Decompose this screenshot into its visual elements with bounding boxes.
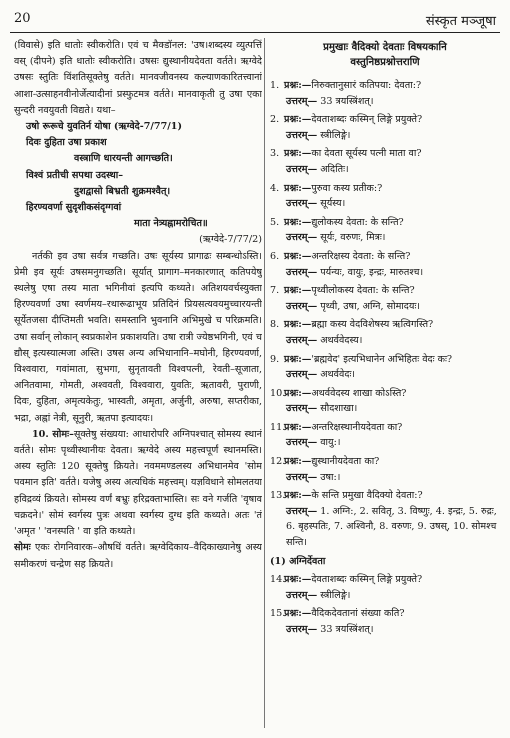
question [270,112,500,128]
running-title: संस्कृत मञ्जूषा [425,14,496,29]
answer-label: उत्तरम्— [286,505,318,517]
question-text: पृथ्वीलोकस्य देवता: के सन्ति? [311,285,415,297]
question-text: का देवता सूर्यस्य पत्नी माता वा? [311,148,422,160]
question-number: 11. [270,421,286,433]
question-label: प्रश्नः:— [284,353,312,365]
question-number: 9. [270,353,280,365]
question [270,78,500,94]
answer [270,401,500,417]
answer-text: 1. अग्नि:, 2. सवितृ, 3. विष्णुः, 4. इन्द्रः, 5. रुद्रः, 6. बृहस्पतिः, 7. अश्विनौ, 8. वरुणः, 9. उषस्, 10. सोमश्च सन्ति। [286,505,497,549]
answer [270,94,500,110]
verse-line: दिवः दुहिता उषा प्रकाश [26,137,107,149]
question [270,420,500,436]
answer-text: पर्यन्यः, वायुः, इन्द्रः, मारुतश्च। [320,266,424,278]
answer-label: उत्तरम्— [286,403,318,415]
question-number: 2. [270,114,280,126]
answer [270,435,500,451]
qa-heading [270,40,500,70]
question-text: अन्तरिक्षस्य देवता: के सन्ति? [311,250,411,262]
answer-label: उत्तरम्— [286,334,318,346]
question-label: प्रश्नः:— [284,456,312,468]
qa-item [270,215,500,246]
answer [270,333,500,349]
question-number: 8. [270,319,280,331]
qa-item [270,249,500,280]
qa-heading-line-1: प्रमुखाः वैदिक्यो देवताः विषयकानि [323,41,447,53]
qa-item [270,112,500,143]
answer [270,196,500,212]
question [270,606,500,622]
left-column [14,38,262,732]
answer [270,504,500,551]
right-column [270,38,500,732]
question-text: अन्तरिक्षस्थानीयदेवता का? [311,421,403,433]
answer [270,588,500,604]
qa-item [270,454,500,485]
qa-item [270,181,500,212]
question-label: प्रश्नः:— [284,148,312,160]
answer-text: अथर्ववेदः। [320,369,356,381]
answer [270,162,500,178]
question-label: प्रश्नः:— [284,421,312,433]
question [270,181,500,197]
question-label: प्रश्नः:— [284,182,312,194]
qa-item [270,283,500,314]
question-text: देवताशब्दः कस्मिन् लिङ्गे प्रयुक्ते? [311,574,423,586]
question-number: 13. [270,490,286,502]
soma-text: सूक्तेषु संख्यया: आधारोपरि अग्निपश्चात् सोमस्य स्थानं वर्तते। सोमः पृथ्वीस्थानीयः देवता। ऋग्वेदे अस्य महत्त्वपूर्णं स्थानमस्ति। अस्य स्तुतिः 120 सूक्तेषु क्रियते। नवममण्डलस्य अभिधानमेव 'सोम पवमान इति' वर्तते। यजेषु अस्य अत्यधिकं महत्त्वम्। यज्ञविधाने सोमलतया हविद्रव्यं क्रियते। सोमस्य वर्णं बभ्रुः हरिद्रक्ताभास्ति। सः वने गर्जति 'वृषाव चक्रदने।' सोमं स्वर्गस्य पुत्रः अथवा स्वर्गस्य दुग्ध इति कथ्यते। अतः 'तं 'अमृत ' 'वनस्पति ' वा इति कथ्यते। [14,428,262,538]
question-text: द्युलोकस्य देवता: के सन्ति? [311,216,404,228]
question-text: पुरुवा कस्य प्रतीक:? [311,182,383,194]
answer-label: उत्तरम्— [286,589,318,601]
question-label: प्रश्नः:— [284,490,312,502]
column-divider [264,38,265,728]
question [270,352,500,368]
verse-reference: (ऋग्वेदे-7/77/2) [199,234,262,246]
verse-line: वस्त्राणि धारयन्ती आगच्छति। [74,153,173,165]
question [270,249,500,265]
answer-text: वायु:। [320,437,341,449]
answer-text: पृथ्वी, उषा, अग्नि, सोमादयः। [320,300,421,312]
answer-text: अथर्ववेदस्य। [320,334,363,346]
question-text: द्युस्थानीयदेवता का? [311,456,380,468]
answer [270,622,500,638]
question-number: 1. [270,80,280,91]
section-heading-agni: (1) अग्निर्देवता [270,555,326,567]
answer-text: 33 त्रयस्त्रिंशत्। [320,624,374,635]
verse-line: माता नेत्र्यह्नामरोचित॥ [134,218,208,230]
paragraph-ushas-description: नर्तकी इव उषा सर्वत्र गच्छति। उषः सूर्यस्य प्रागाढः सम्बन्धोऽस्ति। प्रेमी इव सूर्यः उषसमनुगच्छति। सूर्यात् प्रागाग–मनकारणात् कतिपयेषु स्थलेषु एषा तस्य माता भगिनीवां इत्यपि कथ्यते। अतिशयवर्चस्युक्ता हिरण्यवर्णा उषा स्वर्णमय–रथारूढाभूय प्रतिदिनं प्रियसत्यवयमुच्चारयन्ती सूर्येतजसा दीप्तिमती भवति। समस्तानि भुवनानि अभिमुखे च परिक्रमति। उषा सर्वान् लोकान् स्वप्रकाशेन प्रकाशयति। उषा रात्री ज्येष्ठभगिनी, एवं च द्यौस् इत्यस्यात्मजा अस्ति। उषस अन्य अभिधानानि–मघोनी, हिरण्यवर्णा, विश्ववारा, गवांमाता, सुभगा, सुनृतावती विश्वपत्नी, रेवती–सूजाता, अनितवामा, गोमती, अश्ववती, विश्ववारा, युवतिः, ऋतावरी, पुराणी, दिवः, दुहिता, अमृत्यकेतुः, भास्वती, अमृता, अर्जुनी, अरुषा, सप्तरीका, भद्रा, अह्नां नेत्री, सूनुरी, ऋतपा इत्यादयः। [14,250,262,424]
question-text: वैदिकदेवतानां संख्या कति? [311,608,405,620]
answer-label: उत्तरम्— [286,95,318,107]
question-text: 'ब्रह्मवेद' इत्यभिधानेन अभिहितः वेदः कः? [311,353,453,365]
answer-label: उत्तरम्— [286,624,318,635]
qa-item [270,420,500,451]
question [270,215,500,231]
soma-label: सोमः [14,542,31,554]
question-label: प्रश्नः:— [284,285,312,297]
answer-text: स्त्रीलिङ्गे। [320,589,351,601]
paragraph-ushas-intro: (विवासे) इति धातोः स्वीकरोति। एवं च मैक्डॉनल: 'उष।शब्दस्य व्युत्पत्तिं वस् (दीपने) इति धातोः स्वीकरोति। उषसः द्युस्थानीयदेवता वर्तते। ऋग्वेदे उषसः स्तुतिः विंशतिसूक्तेषु वर्तते। मानवजीवनस्य कल्याणकारितत्त्वानां आशा-उत्साहनवीनोर्जेत्यादीनां प्रस्फुटमत्र वर्तते। मानवाकृती तु उषा एका सुन्दरी नवयुवती विद्यते। यथा– [14,40,262,116]
page-number: 20 [14,11,31,26]
question-label: प्रश्नः:— [284,387,312,399]
question [270,572,500,588]
question-text: अथर्ववेदस्य शाखा कोऽस्ति? [311,387,407,399]
question-number: 7. [270,285,280,297]
verse-line: दुशद्वासो बिभ्रती शुक्रमश्वैत्। [74,185,171,197]
answer-text: सूर्यस्य। [320,198,346,210]
paragraph-soma [14,427,262,540]
qa-item [270,572,500,603]
answer [270,367,500,383]
answer-label: उत्तरम्— [286,163,318,175]
question [270,283,500,299]
answer-label: उत्तरम्— [286,300,318,312]
answer-label: उत्तरम्— [286,129,318,141]
question-number: 10. [270,387,286,399]
question-number: 5. [270,216,280,228]
answer-label: उत्तरम्— [286,437,318,449]
question-number: 3. [270,148,280,160]
question-number: 14. [270,574,286,586]
question [270,386,500,402]
question-label: प्रश्नः:— [284,250,312,262]
answer [270,470,500,486]
question-label: प्रश्नः:— [284,80,312,91]
qa-item [270,317,500,348]
question-number: 12. [270,456,286,468]
page-header [10,8,500,33]
answer-text: उषा:। [320,471,341,483]
soma-heading: 10. सोमः– [32,428,74,440]
question-label: प्रश्नः:— [284,216,312,228]
answer-label: उत्तरम्— [286,232,318,244]
question-label: प्रश्नः:— [284,319,312,331]
answer-label: उत्तरम्— [286,198,318,210]
question [270,454,500,470]
verse-line: उषो रूरूचे युवतिर्न योषा (ऋग्वेदे-7/77/1) [26,121,182,133]
answer [270,265,500,281]
question-number: 6. [270,250,280,262]
answer [270,230,500,246]
question-label: प्रश्नः:— [284,114,312,126]
answer-text: सूर्यः, वरुणः, मित्रः। [320,232,386,244]
answer [270,128,500,144]
question-label: प्रश्नः:— [284,608,312,620]
qa-item [270,146,500,177]
answer-text: सौदशाखा। [320,403,358,415]
question-text: ब्रह्मा कस्य वेदविशेषस्य ऋत्विगस्ति? [311,319,434,331]
qa-item [270,488,500,550]
soma-herb-text: एकः रोगनिवारक–औषधिं वर्तते। ऋग्वेदिकाय–वैदिकाख्यानेषु अस्य समीकरणं चन्द्रेण सह क्रियते। [14,542,262,570]
question-text: देवताशब्दः कस्मिन् लिङ्गे प्रयुक्ते? [311,114,423,126]
question [270,146,500,162]
question-number: 15. [270,608,286,620]
answer [270,299,500,315]
qa-list [270,78,500,551]
question-number: 4. [270,182,280,194]
answer-text: स्त्रीलिङ्गे। [320,129,351,141]
question [270,488,500,504]
verse-line: हिरण्यवर्णा सुदृशीकसंदृग्गवां [26,202,122,214]
qa-item [270,386,500,417]
qa-item [270,78,500,109]
qa-list [270,572,500,637]
answer-label: उत्तरम्— [286,266,318,278]
qa-heading-line-2: वस्तुनिष्ठप्रश्नोत्तराणि [350,56,420,68]
paragraph-soma-herb [14,540,262,572]
answer-text: अदितिः। [320,163,349,175]
question [270,317,500,333]
answer-label: उत्तरम्— [286,369,318,381]
qa-item [270,606,500,637]
question-text: के सन्ति प्रमुखा वैदिक्यो देवता:? [311,490,423,502]
question-label: प्रश्नः:— [284,574,312,586]
qa-item [270,352,500,383]
question-text: निरुक्तानुसारं कतिपया: देवता:? [311,80,422,91]
answer-text: 33 त्रयस्त्रिंशत्। [320,95,374,107]
verse-line: विश्वं प्रतीची सपथा उदस्था– [26,169,124,181]
answer-label: उत्तरम्— [286,471,318,483]
